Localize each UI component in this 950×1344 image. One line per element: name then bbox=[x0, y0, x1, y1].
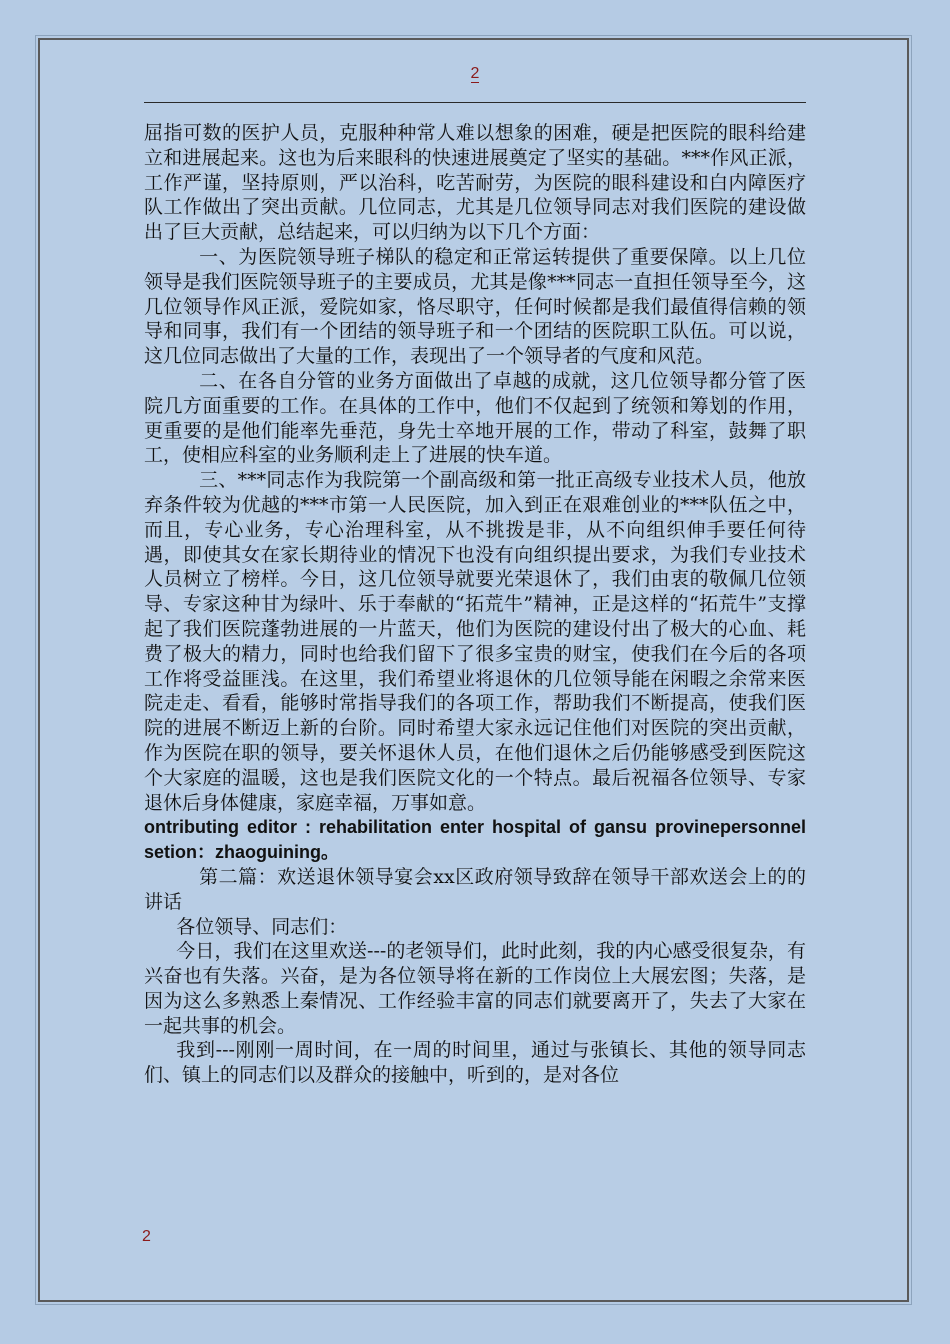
paragraph-1: 屈指可数的医护人员，克服种种常人难以想象的困难，硬是把医院的眼科给建立和进展起来。这也为后来眼科的快速进展奠定了坚实的基础。***作风正派，工作严谨，坚持原则，严以治科，吃苦耐劳，为医院的眼科建设和白内障医疗队工作做出了突出贡献。几位同志，尤其是几位领导同志对我们医院的建设做出了巨大贡献，总结起来，可以归纳为以下几个方面： bbox=[144, 122, 806, 244]
section-2-paragraph-2: 我到---刚刚一周时间，在一周的时间里，通过与张镇长、其他的领导同志们、镇上的同志们以及群众的接触中，听到的，是对各位 bbox=[144, 1039, 806, 1087]
section-2-paragraph-1: 今日，我们在这里欢送---的老领导们，此时此刻，我的内心感受很复杂，有兴奋也有失落。兴奋，是为各位领导将在新的工作岗位上大展宏图；失落，是因为这么多熟悉上秦情况、工作经验丰富的同志们就要离开了，失去了大家在一起共事的机会。 bbox=[144, 940, 806, 1037]
document-body bbox=[144, 121, 806, 1088]
footer-page-number: 2 bbox=[142, 1228, 151, 1245]
header-page-number bbox=[0, 64, 950, 84]
salutation: 各位领导、同志们： bbox=[176, 915, 348, 938]
contributing-editor-line: ontributing editor : rehabilitation enter hospital of gansu provinepersonnel setion：zhaoguining。 bbox=[144, 817, 806, 863]
section-2-heading: 第二篇：欢送退休领导宴会xx区政府领导致辞在领导干部欢送会上的的讲话 bbox=[144, 865, 806, 913]
header-page-number-text: 2 bbox=[470, 65, 480, 82]
paragraph-4: 三、***同志作为我院第一个副高级和第一批正高级专业技术人员，他放弃条件较为优越的***市第一人民医院，加入到正在艰难创业的***队伍之中，而且，专心业务，专心治理科室，从不挑拨是非，从不向组织伸手要任何待遇，即使其女在家长期待业的情况下也没有向组织提出要求，为我们专业技术人员树立了榜样。今日，这几位领导就要光荣退休了，我们由衷的敬佩几位领导、专家这种甘为绿叶、乐于奉献的“拓荒牛”精神，正是这样的“拓荒牛”支撑起了我们医院蓬勃进展的一片蓝天，他们为医院的建设付出了极大的心血、耗费了极大的精力，同时也给我们留下了很多宝贵的财宝，使我们在今后的各项工作将受益匪浅。在这里，我们希望业将退休的几位领导能在闲暇之余常来医院走走、看看，能够时常指导我们的各项工作，帮助我们不断提高，使我们医院的进展不断迈上新的台阶。同时希望大家永远记住他们对医院的突出贡献，作为医院在职的领导，要关怀退休人员，在他们退休之后仍能够感受到医院这个大家庭的温暖，这也是我们医院文化的一个特点。最后祝福各位领导、专家退休后身体健康，家庭幸福，万事如意。 bbox=[144, 469, 806, 814]
header-rule bbox=[144, 102, 806, 103]
paragraph-2: 一、为医院领导班子梯队的稳定和正常运转提供了重要保障。以上几位领导是我们医院领导班子的主要成员，尤其是像***同志一直担任领导至今，这几位领导作风正派，爱院如家，恪尽职守，任何时候都是我们最值得信赖的领导和同事，我们有一个团结的领导班子和一个团结的医院职工队伍。可以说，这几位同志做出了大量的工作，表现出了一个领导者的气度和风范。 bbox=[144, 245, 806, 368]
paragraph-3: 二、在各自分管的业务方面做出了卓越的成就，这几位领导都分管了医院几方面重要的工作。在具体的工作中，他们不仅起到了统领和筹划的作用，更重要的是他们能率先垂范，身先士卒地开展的工作，带动了科室，鼓舞了职工，使相应科室的业务顺利走上了进展的快车道。 bbox=[144, 369, 806, 467]
